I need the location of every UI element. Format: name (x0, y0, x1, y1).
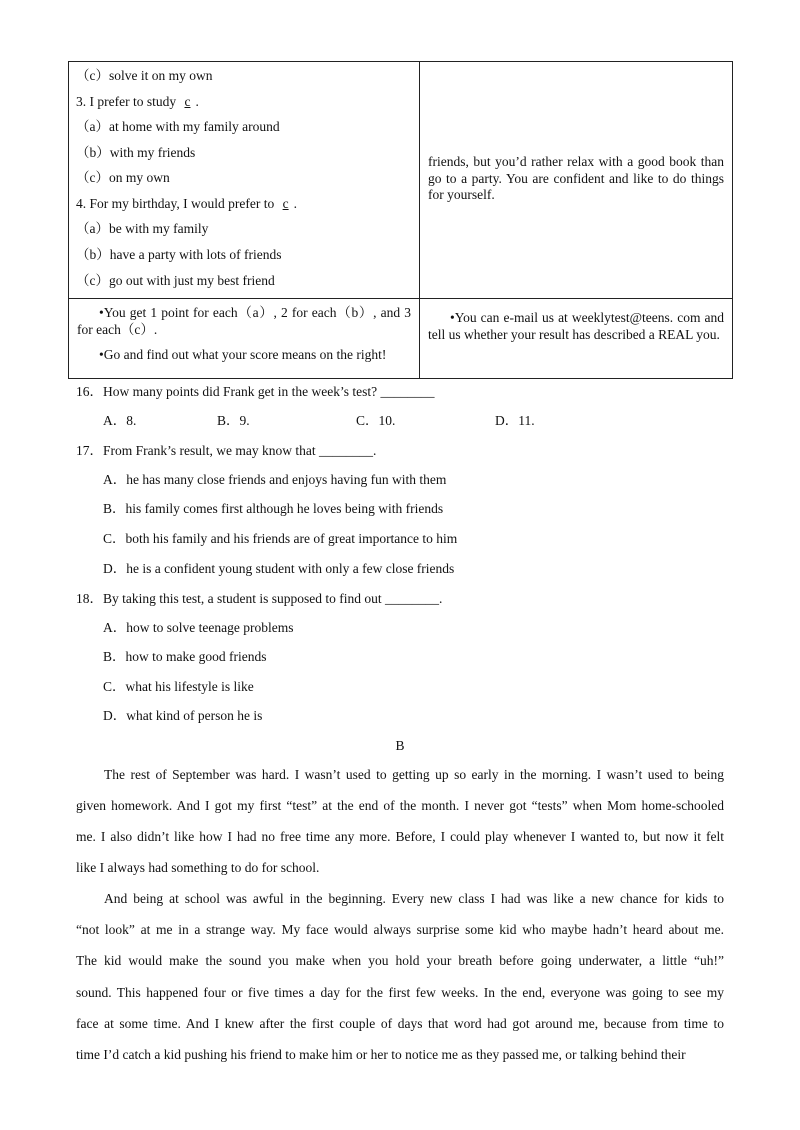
q17-option-a: A．he has many close friends and enjoys having fun with them (103, 472, 447, 487)
passage-line: And being at school was awful in the beginning. Every new class I had was like a new chance for kids to (104, 891, 724, 906)
contact-cell (420, 299, 733, 379)
item4-answer: c (282, 196, 289, 211)
passage-line: time I’d catch a kid pushing his friend to make him or her to notice me as they passed me, or talking behind their (76, 1047, 686, 1062)
scoring-rule: •You get 1 point for each（a）, 2 for each（b）, and 3 for each（c）. (77, 305, 411, 337)
item3-option-a: （a）at home with my family around (76, 119, 280, 134)
passage-line: The rest of September was hard. I wasn’t used to getting up so early in the morning. I wasn’t used to being (104, 767, 724, 782)
q16-option-d: D．11. (495, 413, 535, 428)
quiz-table (68, 61, 733, 379)
passage-line: sound. This happened four or five times a day for the first few weeks. In the end, everyone was going to see my (76, 985, 724, 1000)
q18-option-b: B．how to make good friends (103, 649, 267, 664)
q17-option-b: B．his family comes first although he loves being with friends (103, 501, 444, 516)
passage-line: given homework. And I got my first “test” at the end of the month. I never got “tests” when Mom home-schooled (76, 798, 724, 813)
contact-text: •You can e-mail us at weeklytest@teens. com and tell us whether your result has described a REAL you. (428, 310, 724, 342)
q16-option-c: C．10. (356, 413, 396, 428)
item4-option-b: （b）have a party with lots of friends (76, 247, 282, 262)
passage-line: me. I also didn’t like how I had no free time any more. Before, I could play whenever I wanted to, but now it felt (76, 829, 724, 844)
item4-option-c: （c）go out with just my best friend (76, 273, 275, 288)
question-17: 17．From Frank’s result, we may know that ________. (76, 443, 377, 458)
q16-option-a: A．8. (103, 413, 137, 428)
item2-option-c: （c）solve it on my own (76, 68, 213, 83)
result-description-text: friends, but you’d rather relax with a good book than go to a party. You are confident and like to do things for yourself. (428, 154, 724, 202)
passage-line: face at some time. And I knew after the first couple of days that word had got around me, because from time to (76, 1016, 724, 1031)
passage-line: like I always had something to do for school. (76, 860, 320, 875)
passage-line: “not look” at me in a strange way. My face would always surprise some kid who maybe hadn’t heard about me. (76, 922, 724, 937)
item3-option-c: （c）on my own (76, 170, 170, 185)
question-18: 18．By taking this test, a student is supposed to find out ________. (76, 591, 443, 606)
q18-option-d: D．what kind of person he is (103, 708, 263, 723)
result-description-cell (420, 62, 733, 299)
q16-option-b: B．9. (217, 413, 250, 428)
item3-stem: 3. I prefer to study c . (76, 94, 199, 109)
quiz-items-cell (69, 62, 420, 299)
item3-option-b: （b）with my friends (76, 145, 196, 160)
item4-option-a: （a）be with my family (76, 221, 209, 236)
passage-line: The kid would make the sound you make when you hold your breath before going underwater, a little “uh!” (76, 953, 724, 968)
q17-option-d: D．he is a confident young student with only a few close friends (103, 561, 455, 576)
item4-stem: 4. For my birthday, I would prefer to c . (76, 196, 297, 211)
q18-option-c: C．what his lifestyle is like (103, 679, 254, 694)
scoring-instruction: •Go and find out what your score means on the right! (99, 347, 387, 362)
q17-option-c: C．both his family and his friends are of great importance to him (103, 531, 458, 546)
q18-option-a: A．how to solve teenage problems (103, 620, 294, 635)
scoring-cell (69, 299, 420, 379)
section-heading: B (395, 738, 405, 753)
question-16: 16．How many points did Frank get in the week’s test? ________ (76, 384, 435, 399)
item3-answer: c (184, 94, 191, 109)
